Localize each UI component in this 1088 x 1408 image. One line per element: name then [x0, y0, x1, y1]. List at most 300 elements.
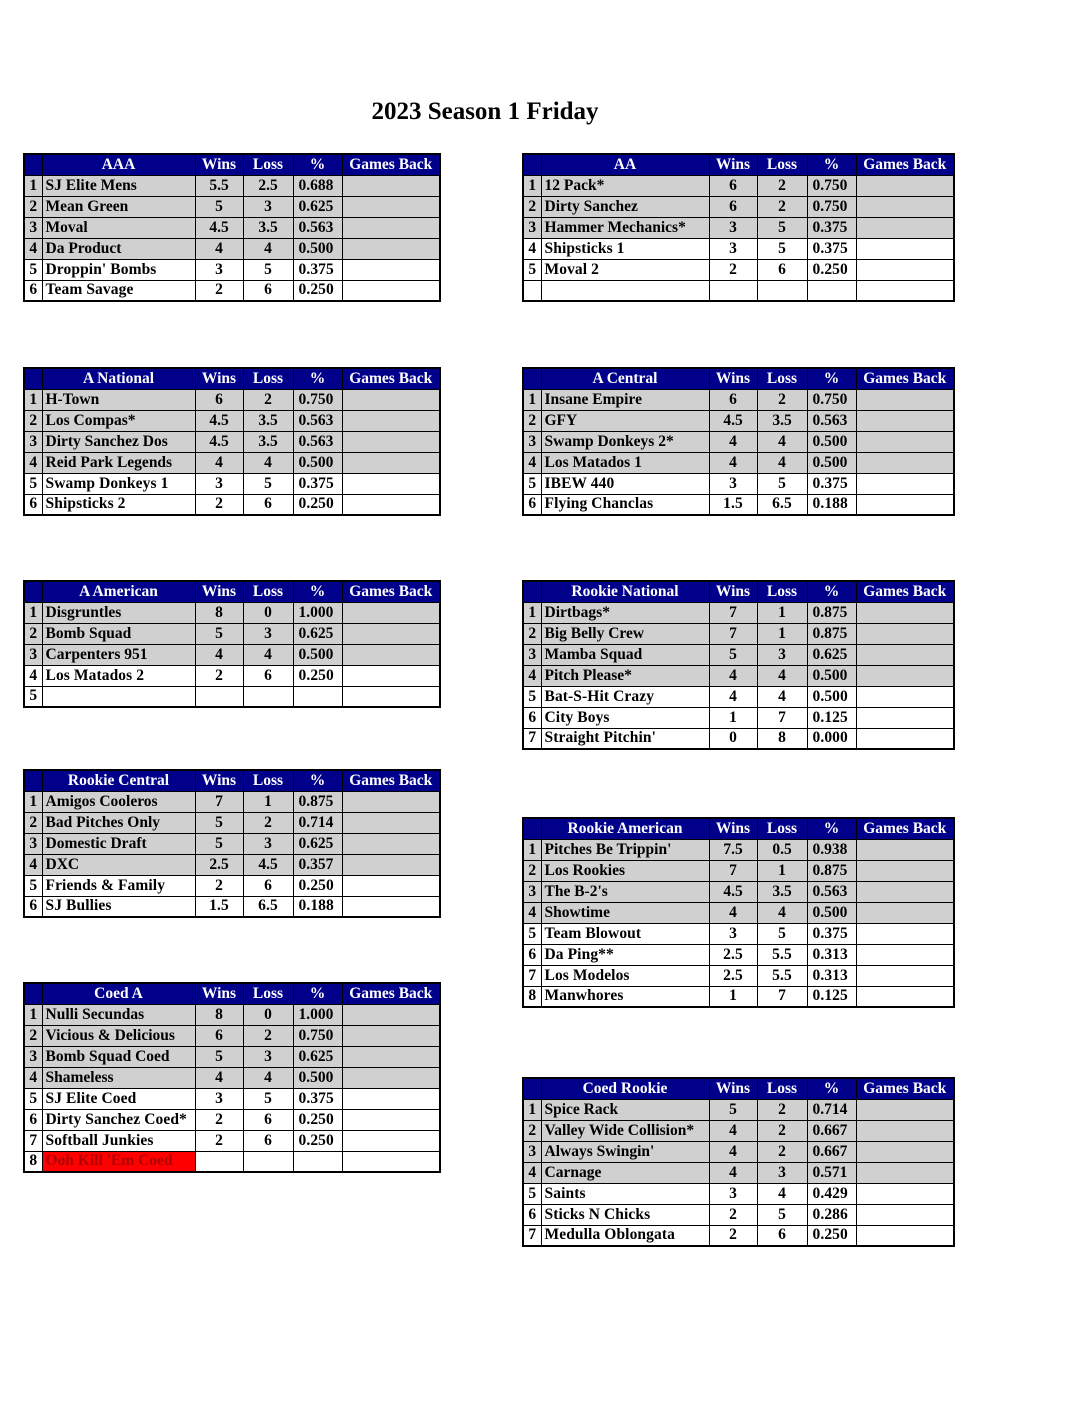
wins-cell: 5: [195, 812, 243, 833]
team-name-cell: Medulla Oblongata: [541, 1225, 709, 1246]
loss-cell: 2: [243, 389, 293, 410]
team-name-cell: Big Belly Crew: [541, 623, 709, 644]
wins-cell: 6: [709, 389, 757, 410]
games-back-cell: [342, 686, 440, 707]
team-name-cell: Disgruntles: [42, 602, 195, 623]
wins-cell: 8: [195, 602, 243, 623]
games-back-header: Games Back: [856, 154, 954, 175]
pct-cell: 0.188: [807, 494, 856, 515]
loss-cell: 4.5: [243, 854, 293, 875]
wins-header: Wins: [195, 983, 243, 1004]
rank-header: [24, 770, 42, 791]
loss-cell: 6: [243, 875, 293, 896]
team-name-cell: GFY: [541, 410, 709, 431]
pct-cell: 0.625: [807, 644, 856, 665]
team-row: [523, 902, 954, 923]
team-row: [523, 839, 954, 860]
rank-cell: 1: [523, 389, 541, 410]
team-name-cell: DXC: [42, 854, 195, 875]
team-row: [523, 1204, 954, 1225]
loss-cell: 5: [757, 1204, 807, 1225]
team-row: [24, 1109, 440, 1130]
team-name-cell: Droppin' Bombs: [42, 259, 195, 280]
pct-cell: 0.250: [293, 494, 342, 515]
wins-cell: 2.5: [195, 854, 243, 875]
games-back-header: Games Back: [856, 581, 954, 602]
games-back-cell: [856, 1141, 954, 1162]
rank-cell: 4: [523, 452, 541, 473]
rank-cell: 7: [24, 1130, 42, 1151]
pct-header: %: [293, 581, 342, 602]
pct-cell: 0.500: [293, 238, 342, 259]
rank-cell: 8: [24, 1151, 42, 1172]
pct-cell: 0.563: [807, 881, 856, 902]
standings-table-a-american: [23, 580, 441, 708]
rank-cell: 8: [523, 986, 541, 1007]
rank-cell: 2: [24, 1025, 42, 1046]
loss-cell: 4: [757, 902, 807, 923]
team-row: [523, 944, 954, 965]
wins-header: Wins: [709, 581, 757, 602]
rank-cell: 5: [523, 259, 541, 280]
loss-cell: 4: [243, 644, 293, 665]
team-name-cell: City Boys: [541, 707, 709, 728]
rank-header: [523, 818, 541, 839]
pct-cell: 0.429: [807, 1183, 856, 1204]
loss-cell: 0.5: [757, 839, 807, 860]
wins-cell: 4: [709, 686, 757, 707]
wins-cell: 2: [195, 665, 243, 686]
loss-cell: 5: [243, 1088, 293, 1109]
pct-cell: 0.667: [807, 1120, 856, 1141]
loss-cell: 3: [757, 644, 807, 665]
wins-cell: [195, 1151, 243, 1172]
wins-cell: 4: [195, 644, 243, 665]
games-back-header: Games Back: [342, 983, 440, 1004]
games-back-cell: [856, 923, 954, 944]
games-back-cell: [856, 707, 954, 728]
loss-cell: 2: [757, 1099, 807, 1120]
pct-header: %: [807, 154, 856, 175]
wins-cell: 4: [195, 1067, 243, 1088]
pct-cell: 0.563: [293, 431, 342, 452]
team-row: [523, 1120, 954, 1141]
loss-cell: 6: [243, 1109, 293, 1130]
rank-cell: 3: [24, 833, 42, 854]
team-name-cell: Dirty Sanchez: [541, 196, 709, 217]
wins-cell: 1: [709, 986, 757, 1007]
loss-cell: 5.5: [757, 944, 807, 965]
games-back-cell: [342, 280, 440, 301]
pct-header: %: [293, 770, 342, 791]
pct-cell: 0.125: [807, 707, 856, 728]
games-back-cell: [856, 986, 954, 1007]
team-name-cell: Nulli Secundas: [42, 1004, 195, 1025]
pct-cell: 0.250: [293, 1130, 342, 1151]
rank-cell: 1: [24, 602, 42, 623]
loss-cell: 6: [243, 494, 293, 515]
loss-cell: 5: [757, 473, 807, 494]
rank-cell: 5: [523, 473, 541, 494]
division-name: A American: [42, 581, 195, 602]
wins-cell: 2.5: [709, 944, 757, 965]
wins-cell: 7: [709, 860, 757, 881]
loss-cell: 6: [243, 280, 293, 301]
loss-cell: 6.5: [243, 896, 293, 917]
team-row: [523, 986, 954, 1007]
team-row: [24, 259, 440, 280]
team-name-cell: Dirty Sanchez Dos: [42, 431, 195, 452]
team-name-cell: H-Town: [42, 389, 195, 410]
rank-cell: 1: [523, 175, 541, 196]
wins-header: Wins: [195, 368, 243, 389]
wins-cell: 2: [195, 1130, 243, 1151]
rank-cell: 1: [24, 1004, 42, 1025]
games-back-cell: [856, 623, 954, 644]
team-name-cell: Pitch Please*: [541, 665, 709, 686]
team-row: [523, 175, 954, 196]
loss-cell: 4: [243, 238, 293, 259]
pct-cell: 0.250: [293, 665, 342, 686]
pct-cell: 0.667: [807, 1141, 856, 1162]
rank-cell: 3: [523, 644, 541, 665]
loss-cell: 4: [757, 686, 807, 707]
loss-header: Loss: [757, 581, 807, 602]
division-name: A National: [42, 368, 195, 389]
team-row: [24, 238, 440, 259]
wins-cell: 4.5: [709, 881, 757, 902]
header-row: [523, 581, 954, 602]
team-row: [24, 833, 440, 854]
team-row: [523, 1225, 954, 1246]
pct-cell: 0.125: [807, 986, 856, 1007]
team-row: [523, 1099, 954, 1120]
team-row: [24, 431, 440, 452]
standings-table-coed-a: [23, 982, 441, 1173]
team-row: [24, 644, 440, 665]
games-back-header: Games Back: [856, 1078, 954, 1099]
team-row: [523, 644, 954, 665]
pct-cell: [807, 280, 856, 301]
pct-header: %: [293, 983, 342, 1004]
rank-cell: 2: [24, 410, 42, 431]
team-name-cell: Team Savage: [42, 280, 195, 301]
loss-cell: 3.5: [243, 410, 293, 431]
rank-cell: 7: [523, 728, 541, 749]
rank-cell: 3: [24, 1046, 42, 1067]
rank-cell: 3: [24, 644, 42, 665]
rank-cell: 1: [523, 839, 541, 860]
games-back-cell: [856, 259, 954, 280]
loss-cell: 1: [757, 602, 807, 623]
pct-cell: 0.750: [293, 1025, 342, 1046]
rank-cell: 3: [523, 217, 541, 238]
team-row: [523, 238, 954, 259]
loss-header: Loss: [243, 368, 293, 389]
games-back-cell: [342, 238, 440, 259]
rank-cell: 1: [24, 175, 42, 196]
team-name-cell: Vicious & Delicious: [42, 1025, 195, 1046]
loss-cell: 6: [757, 259, 807, 280]
pct-cell: 0.750: [807, 196, 856, 217]
loss-cell: 4: [757, 452, 807, 473]
games-back-cell: [342, 623, 440, 644]
header-row: [24, 154, 440, 175]
pct-cell: 0.875: [807, 602, 856, 623]
loss-header: Loss: [243, 983, 293, 1004]
team-row: [523, 728, 954, 749]
rank-cell: 4: [523, 665, 541, 686]
team-name-cell: Los Rookies: [541, 860, 709, 881]
rank-header: [523, 154, 541, 175]
team-name-cell: Shameless: [42, 1067, 195, 1088]
team-name-cell: SJ Elite Mens: [42, 175, 195, 196]
team-row: [523, 389, 954, 410]
wins-header: Wins: [709, 368, 757, 389]
rank-cell: 4: [24, 1067, 42, 1088]
rank-cell: 4: [24, 854, 42, 875]
rank-header: [24, 581, 42, 602]
rank-cell: 6: [24, 1109, 42, 1130]
games-back-cell: [342, 833, 440, 854]
games-back-cell: [856, 686, 954, 707]
pct-cell: 0.500: [293, 644, 342, 665]
rank-cell: 3: [523, 1141, 541, 1162]
standings-table-a-central: [522, 367, 955, 516]
games-back-cell: [342, 1109, 440, 1130]
loss-cell: 2: [757, 1120, 807, 1141]
team-row: [523, 217, 954, 238]
loss-header: Loss: [243, 581, 293, 602]
pct-cell: 0.250: [293, 875, 342, 896]
wins-cell: 3: [709, 473, 757, 494]
loss-cell: 3: [243, 1046, 293, 1067]
rank-cell: 1: [24, 791, 42, 812]
loss-cell: [243, 686, 293, 707]
games-back-cell: [856, 410, 954, 431]
team-row: [523, 1141, 954, 1162]
pct-cell: 0.625: [293, 833, 342, 854]
team-row: [24, 1130, 440, 1151]
loss-header: Loss: [243, 770, 293, 791]
loss-cell: 4: [757, 1183, 807, 1204]
wins-cell: [709, 280, 757, 301]
games-back-cell: [856, 1162, 954, 1183]
team-row: [523, 280, 954, 301]
team-name-cell: Manwhores: [541, 986, 709, 1007]
loss-cell: 1: [757, 623, 807, 644]
team-name-cell: Bat-S-Hit Crazy: [541, 686, 709, 707]
wins-cell: 3: [709, 1183, 757, 1204]
team-row: [24, 1025, 440, 1046]
wins-cell: 5: [195, 196, 243, 217]
wins-cell: 3: [195, 473, 243, 494]
wins-cell: 4: [709, 452, 757, 473]
team-row: [24, 686, 440, 707]
rank-cell: 2: [24, 196, 42, 217]
team-name-cell: Bad Pitches Only: [42, 812, 195, 833]
pct-cell: 0.625: [293, 623, 342, 644]
standings-table-aa: [522, 153, 955, 302]
division-name: AAA: [42, 154, 195, 175]
loss-cell: 3.5: [243, 217, 293, 238]
pct-cell: 0.875: [293, 791, 342, 812]
games-back-header: Games Back: [342, 581, 440, 602]
team-name-cell: Bomb Squad: [42, 623, 195, 644]
rank-cell: 5: [24, 259, 42, 280]
pct-header: %: [807, 818, 856, 839]
games-back-cell: [342, 1004, 440, 1025]
standings-table-rookie-national: [522, 580, 955, 750]
team-row: [24, 196, 440, 217]
wins-header: Wins: [195, 581, 243, 602]
header-row: [24, 581, 440, 602]
rank-cell: 3: [24, 431, 42, 452]
team-row: [523, 881, 954, 902]
rank-cell: 6: [24, 896, 42, 917]
standings-table-a-national: [23, 367, 441, 516]
header-row: [523, 818, 954, 839]
pct-cell: 0.250: [293, 280, 342, 301]
wins-cell: 2: [709, 259, 757, 280]
header-row: [24, 368, 440, 389]
pct-cell: 0.357: [293, 854, 342, 875]
games-back-cell: [342, 217, 440, 238]
pct-cell: 0.500: [807, 902, 856, 923]
loss-header: Loss: [757, 154, 807, 175]
loss-cell: 2: [757, 175, 807, 196]
pct-cell: 0.375: [293, 473, 342, 494]
rank-cell: 5: [523, 1183, 541, 1204]
pct-cell: 0.571: [807, 1162, 856, 1183]
wins-cell: 4: [709, 1141, 757, 1162]
team-row: [24, 854, 440, 875]
wins-cell: 3: [709, 923, 757, 944]
wins-cell: 4: [195, 238, 243, 259]
games-back-cell: [342, 1046, 440, 1067]
games-back-header: Games Back: [856, 368, 954, 389]
wins-cell: 7: [709, 623, 757, 644]
pct-cell: 0.625: [293, 1046, 342, 1067]
loss-cell: 1: [757, 860, 807, 881]
wins-cell: 4: [709, 431, 757, 452]
team-name-cell: Showtime: [541, 902, 709, 923]
wins-cell: 6: [709, 196, 757, 217]
team-name-cell: Moval 2: [541, 259, 709, 280]
team-row: [523, 431, 954, 452]
loss-cell: 3: [757, 1162, 807, 1183]
pct-cell: 0.375: [293, 259, 342, 280]
wins-cell: 1.5: [195, 896, 243, 917]
loss-header: Loss: [757, 1078, 807, 1099]
games-back-cell: [342, 1025, 440, 1046]
games-back-cell: [342, 812, 440, 833]
team-row: [24, 623, 440, 644]
team-row: [24, 791, 440, 812]
pct-header: %: [293, 154, 342, 175]
wins-cell: 6: [195, 1025, 243, 1046]
team-name-cell: SJ Bullies: [42, 896, 195, 917]
team-row: [523, 1162, 954, 1183]
wins-cell: 4.5: [195, 410, 243, 431]
pct-cell: 0.375: [807, 238, 856, 259]
pct-cell: 0.500: [807, 686, 856, 707]
wins-cell: 4: [709, 665, 757, 686]
team-row: [24, 1151, 440, 1172]
pct-cell: 0.563: [293, 217, 342, 238]
pct-cell: 0.500: [293, 1067, 342, 1088]
team-name-cell: Bomb Squad Coed: [42, 1046, 195, 1067]
pct-cell: [293, 686, 342, 707]
loss-cell: 6: [243, 665, 293, 686]
team-name-cell: IBEW 440: [541, 473, 709, 494]
team-row: [24, 812, 440, 833]
pct-cell: 0.500: [807, 665, 856, 686]
team-row: [523, 1183, 954, 1204]
games-back-cell: [856, 665, 954, 686]
games-back-cell: [856, 1120, 954, 1141]
rank-cell: 6: [523, 707, 541, 728]
games-back-cell: [856, 965, 954, 986]
loss-cell: 0: [243, 602, 293, 623]
pct-cell: 0.750: [293, 389, 342, 410]
games-back-cell: [342, 431, 440, 452]
loss-cell: 0: [243, 1004, 293, 1025]
wins-cell: 4.5: [195, 431, 243, 452]
games-back-cell: [342, 1130, 440, 1151]
pct-cell: 0.000: [807, 728, 856, 749]
team-name-cell: Moval: [42, 217, 195, 238]
loss-cell: 3.5: [757, 410, 807, 431]
pct-cell: 1.000: [293, 602, 342, 623]
games-back-cell: [856, 1099, 954, 1120]
rank-header: [24, 154, 42, 175]
rank-cell: 2: [523, 623, 541, 644]
games-back-cell: [856, 881, 954, 902]
rank-cell: 2: [523, 196, 541, 217]
team-name-cell: The B-2's: [541, 881, 709, 902]
pct-cell: 0.286: [807, 1204, 856, 1225]
loss-cell: 6: [243, 1130, 293, 1151]
pct-cell: [293, 1151, 342, 1172]
team-name-cell: Valley Wide Collision*: [541, 1120, 709, 1141]
games-back-cell: [342, 175, 440, 196]
loss-header: Loss: [757, 368, 807, 389]
rank-cell: 2: [24, 623, 42, 644]
team-row: [24, 1067, 440, 1088]
rank-cell: 2: [523, 1120, 541, 1141]
loss-cell: 5: [243, 473, 293, 494]
wins-cell: 2: [195, 494, 243, 515]
rank-header: [523, 581, 541, 602]
team-name-cell: Los Compas*: [42, 410, 195, 431]
rank-cell: 2: [523, 860, 541, 881]
team-name-cell: Pitches Be Trippin': [541, 839, 709, 860]
standings-table-rookie-central: [23, 769, 441, 918]
rank-cell: 7: [523, 965, 541, 986]
wins-cell: 2.5: [709, 965, 757, 986]
wins-cell: 5.5: [195, 175, 243, 196]
games-back-cell: [342, 259, 440, 280]
pct-cell: 0.375: [807, 923, 856, 944]
games-back-cell: [342, 389, 440, 410]
team-row: [523, 923, 954, 944]
games-back-cell: [342, 854, 440, 875]
team-name-cell: [42, 686, 195, 707]
loss-cell: 2: [757, 389, 807, 410]
pct-cell: 0.375: [807, 473, 856, 494]
team-name-cell: Saints: [541, 1183, 709, 1204]
